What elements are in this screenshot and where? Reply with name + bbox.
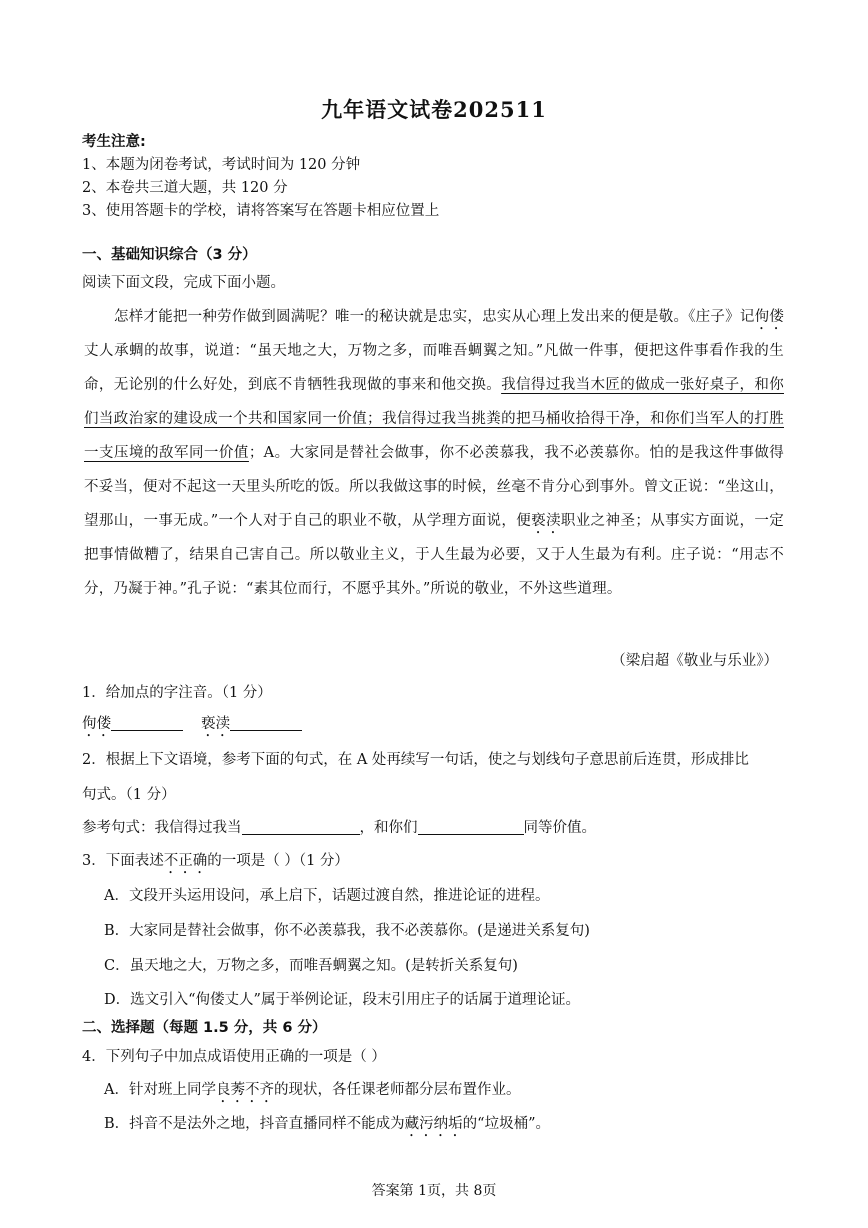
exam-title: 九年语文试卷202511 xyxy=(321,97,547,122)
passage-part-2: 丈人承蜩的故事，说道：“虽天地之大，万物之多，而唯吾蜩翼之知。”凡做一件事，便把这件事看作我的生命，无论别的什么好处，到底不肯牺牲我现做的事来和他交换。 xyxy=(84,343,784,393)
q3-option-c[interactable]: C．虽天地之大，万物之多，而唯吾蜩翼之知。(是转折关系复句) xyxy=(104,958,518,974)
q3-stem-dotted: 不正确 xyxy=(163,853,208,869)
passage-part-1: 怎样才能把一种劳作做到圆满呢？唯一的秘诀就是忠实，忠实从心理上发出来的便是敬。《庄子》记 xyxy=(114,309,755,325)
q2-blank-1[interactable] xyxy=(242,819,360,835)
q3-option-d[interactable]: D．选文引入“佝偻丈人”属于举例论证，段末引用庄子的话属于道理论证。 xyxy=(104,992,580,1008)
q4-b-part-2: 的“垃圾桶”。 xyxy=(462,1116,550,1132)
q1-blank-2[interactable] xyxy=(230,715,302,731)
passage-dotted-word-1: 佝偻 xyxy=(754,309,785,325)
section2-heading: 二、选择题（每题 1.5 分，共 6 分） xyxy=(82,1020,327,1036)
q2-reference xyxy=(82,818,596,838)
q3-option-b[interactable]: B．大家同是替社会做事，你不必羡慕我，我不必羡慕你。(是递进关系复句) xyxy=(104,923,590,939)
q1-stem: 1．给加点的字注音。（1 分） xyxy=(82,685,272,701)
q3-option-a[interactable]: A．文段开头运用设问，承上启下，话题过渡自然，推进论证的进程。 xyxy=(104,888,550,904)
q2-stem-line-2: 句式。（1 分） xyxy=(82,787,176,803)
section1-intro: 阅读下面文段，完成下面小题。 xyxy=(82,275,285,291)
q4-a-idiom: 良莠不齐 xyxy=(215,1082,274,1098)
q1-answers xyxy=(82,714,302,740)
q4-a-part-1: A．针对班上同学 xyxy=(104,1082,216,1098)
q4-stem: 4．下列句子中加点成语使用正确的一项是（ ） xyxy=(82,1049,386,1065)
q4-option-b[interactable] xyxy=(104,1114,550,1140)
underlined-sentence: 我信得过我当木匠的做成一张好桌子，和你们当政治家的建设成一个共和国家同一价值；我信得过我当挑粪的把马桶收拾得干净，和你们当军人的打胜一支压境的敌军同一价值 xyxy=(84,377,784,461)
q3-stem xyxy=(82,851,349,877)
q1-blank-1[interactable] xyxy=(111,715,183,731)
q2-ref-part-2: ，和你们 xyxy=(359,820,418,836)
q2-blank-2[interactable] xyxy=(418,819,524,835)
notice-heading: 考生注意: xyxy=(82,134,146,150)
passage-part-4: 职业之神圣；从事实方面说，一定把事情做糟了，结果自己害自己。所以敬业主义，于人生最为必要，又于人生最为有利。庄子说：“用志不分，乃凝于神。”孔子说：“素其位而行，不愿乎其外。”所说的敬业，不外这些道理。 xyxy=(84,513,785,597)
passage-dotted-word-2: 亵渎 xyxy=(531,513,561,529)
notice-item-2: 2、本卷共三道大题，共 120 分 xyxy=(82,180,288,196)
page-footer: 答案第 1页，共 8页 xyxy=(371,1183,497,1199)
passage-source: （梁启超《敬业与乐业》） xyxy=(611,653,778,669)
notice-item-3: 3、使用答题卡的学校，请将答案写在答题卡相应位置上 xyxy=(82,203,440,219)
q2-ref-part-3: 同等价值。 xyxy=(523,820,596,836)
q4-b-idiom: 藏污纳垢 xyxy=(404,1116,463,1132)
reading-passage xyxy=(84,300,784,606)
q3-stem-part-2: 的一项是（ ）（1 分） xyxy=(207,853,349,869)
q1-word-1: 佝偻 xyxy=(82,716,111,732)
q4-a-part-2: 的现状，各任课老师都分层布置作业。 xyxy=(273,1082,521,1098)
notice-item-1: 1、本题为闭卷考试，考试时间为 120 分钟 xyxy=(82,157,361,173)
q4-option-a[interactable] xyxy=(104,1080,520,1106)
passage-part-3: ；A。大家同是替社会做事，你不必羡慕我，我不必羡慕你。怕的是我这件事做得不妥当，便对不起这一天里头所吃的饭。所以我做这事的时候，丝毫不肯分心到事外。曾文正说：“坐这山，望那山，一事无成。”一个人对于自己的职业不敬，从学理方面说，便 xyxy=(84,445,785,529)
q2-stem-line-1: 2．根据上下文语境，参考下面的句式，在 A 处再续写一句话，使之与划线句子意思前后连贯，形成排比 xyxy=(82,752,749,768)
section1-heading: 一、基础知识综合（3 分） xyxy=(82,247,257,263)
q2-ref-part-1: 参考句式：我信得过我当 xyxy=(82,820,242,836)
q3-stem-part-1: 3．下面表述 xyxy=(82,853,164,869)
q4-b-part-1: B．抖音不是法外之地，抖音直播同样不能成为 xyxy=(104,1116,405,1132)
q1-word-2: 亵渎 xyxy=(201,716,230,732)
